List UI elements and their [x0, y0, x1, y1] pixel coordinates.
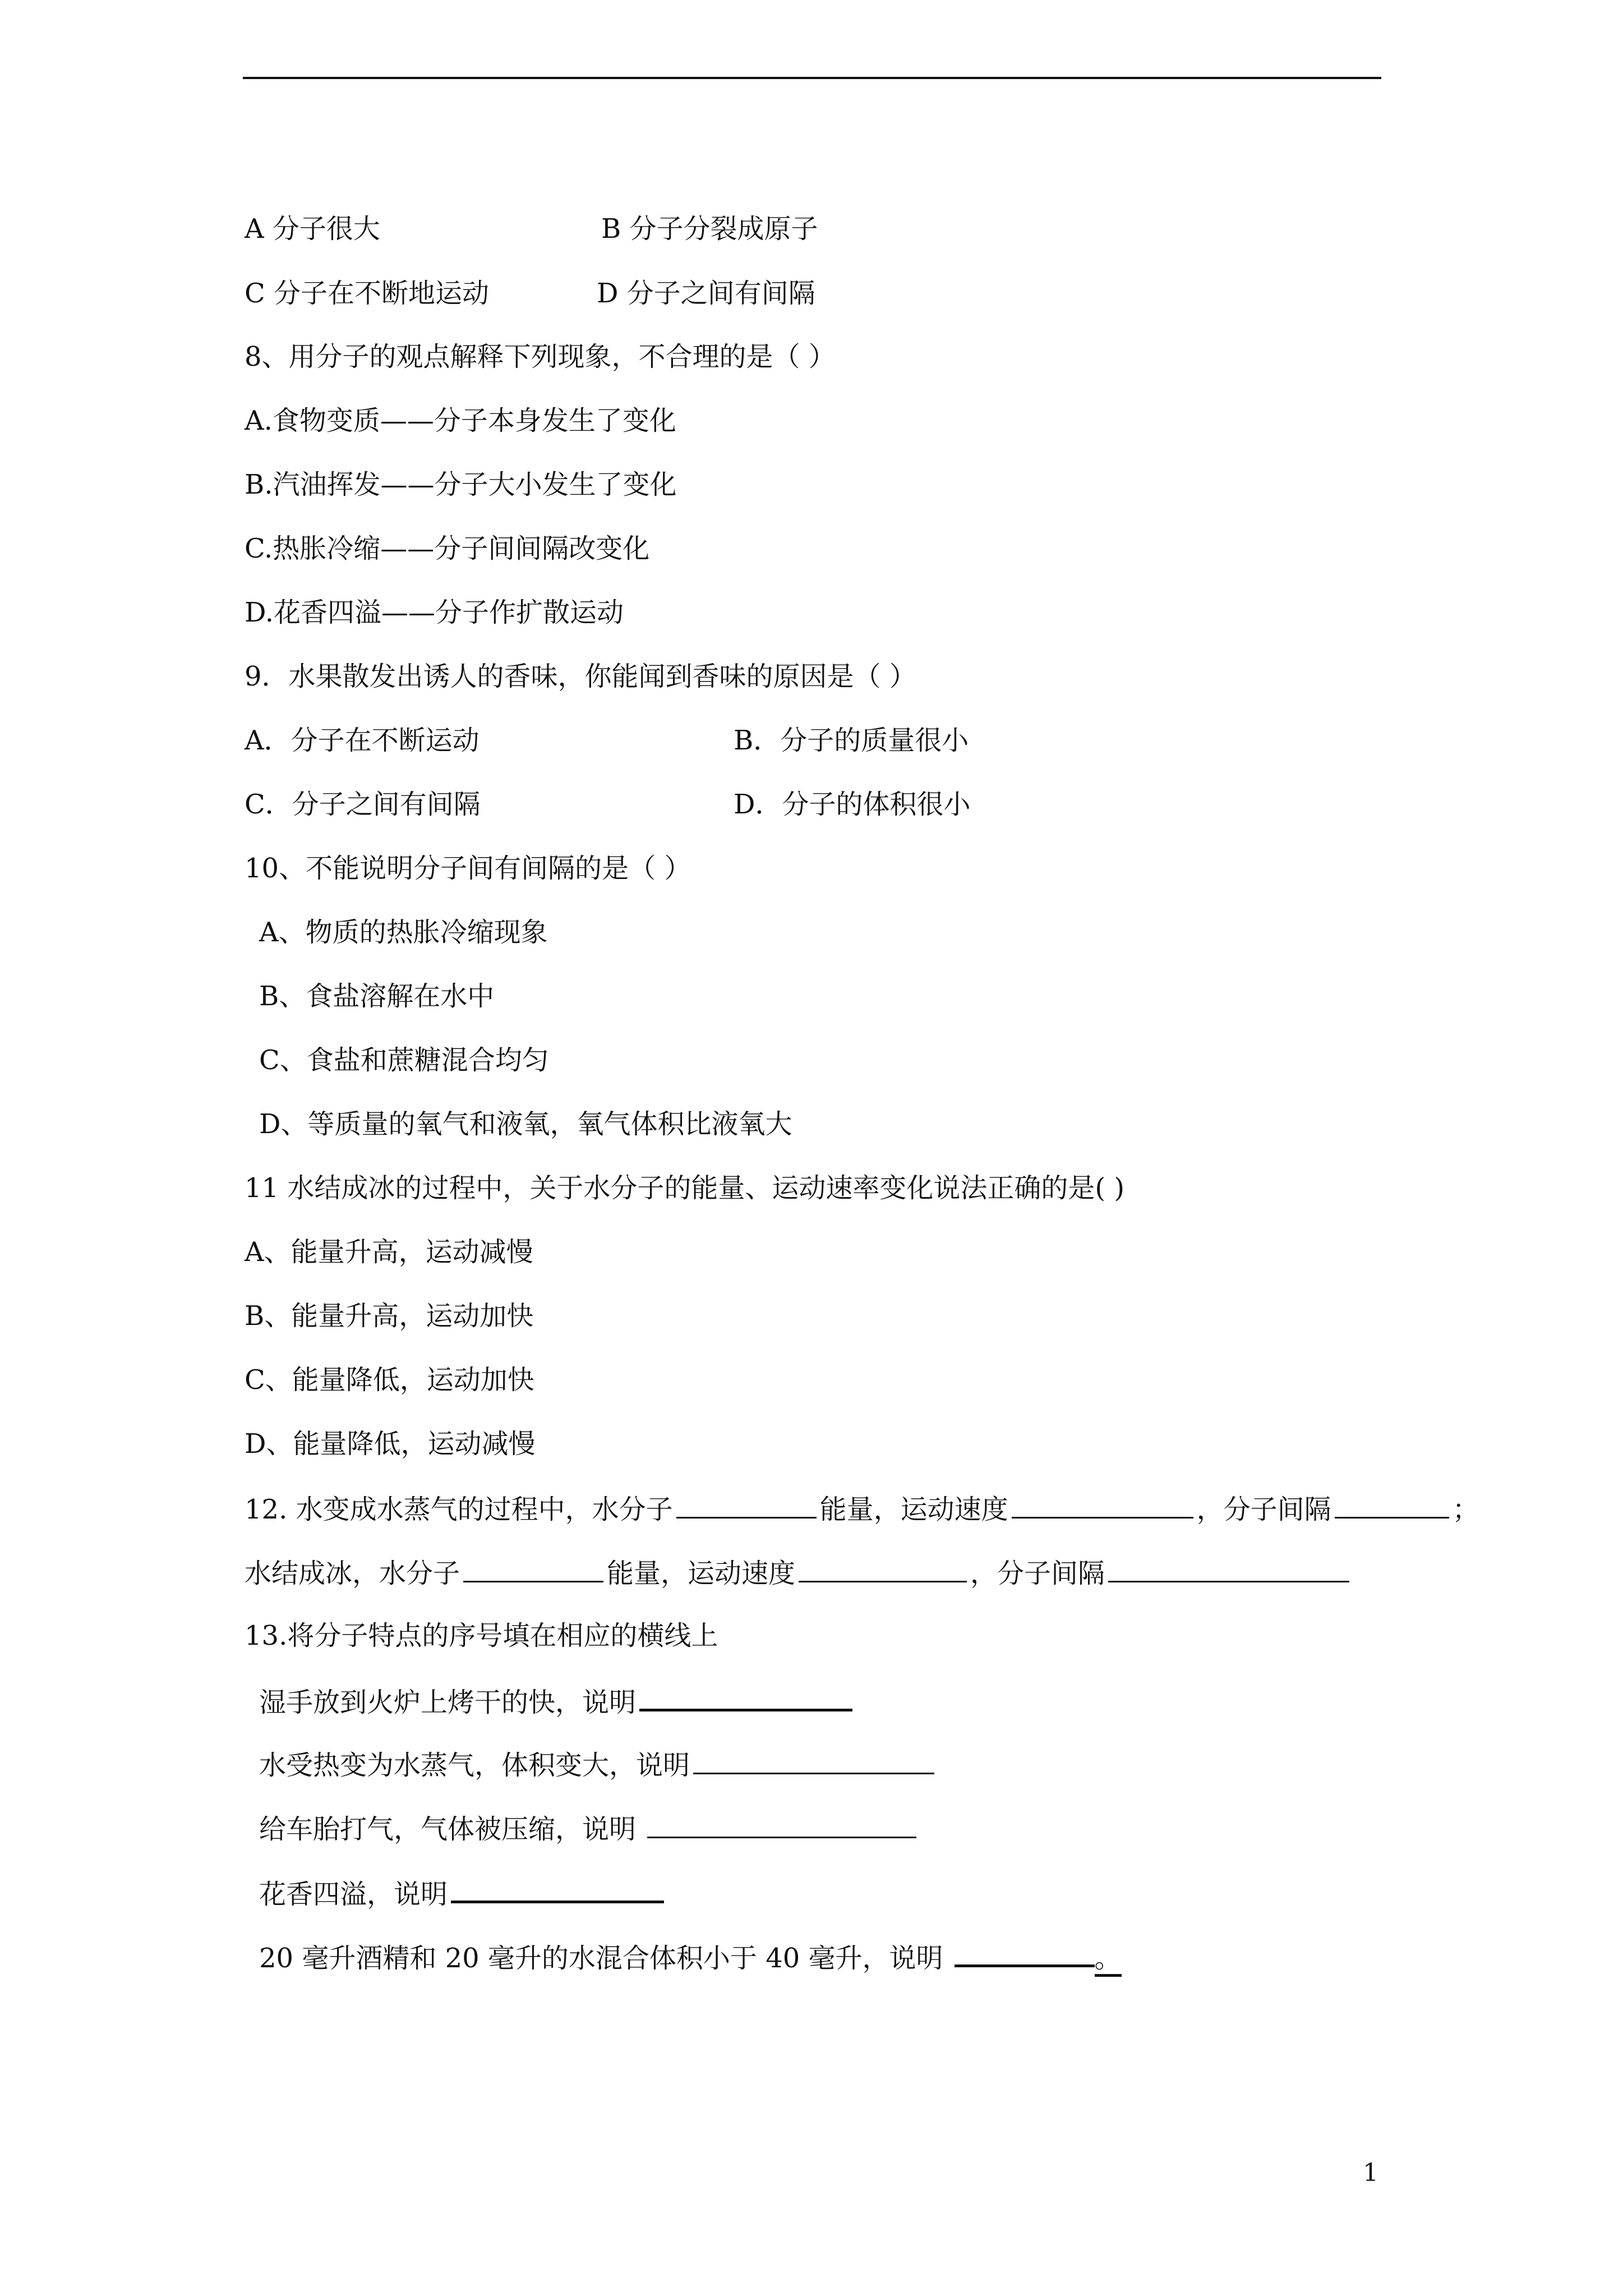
q12-text-6: 能量，运动速度 [607, 1558, 796, 1589]
q7-option-d: D 分子之间有间隔 [597, 278, 815, 309]
q12-blank-2[interactable] [1012, 1491, 1193, 1519]
q12-blank-5[interactable] [799, 1555, 967, 1582]
q13-item-4 [259, 1875, 667, 1911]
q9-option-a: A．分子在不断运动 [245, 725, 479, 756]
q13-blank-2[interactable] [693, 1747, 934, 1774]
q11-option-b: B、能量升高，运动加快 [245, 1300, 534, 1332]
q13-blank-5[interactable] [955, 1939, 1095, 1967]
q11-option-d: D、能量降低，运动减慢 [245, 1428, 536, 1460]
q8-stem: 8、用分子的观点解释下列现象，不合理的是（ ） [245, 341, 836, 372]
q12-text-5: 水结成冰，水分子 [245, 1558, 460, 1589]
q10-option-b: B、食盐溶解在水中 [259, 981, 495, 1012]
q12-blank-1[interactable] [676, 1491, 817, 1519]
q13-blank-4[interactable] [451, 1875, 664, 1903]
q8-option-b: B.汽油挥发——分子大小发生了变化 [245, 469, 677, 500]
q12-text-4: ； [1452, 1494, 1479, 1525]
q12-text-1: 12. 水变成水蒸气的过程中，水分子 [245, 1494, 673, 1525]
q11-option-c: C、能量降低，运动加快 [245, 1364, 534, 1396]
q13-item-5 [259, 1939, 1122, 1975]
q8-option-c: C.热胀冷缩——分子间间隔改变化 [245, 533, 650, 564]
q13-item-2 [259, 1747, 938, 1782]
q13-item-5-end: 。 [1095, 1943, 1122, 1977]
q13-blank-3[interactable] [647, 1811, 916, 1838]
q7-option-d-row [597, 277, 815, 310]
q13-blank-1[interactable] [639, 1683, 852, 1711]
q11-stem: 11 水结成冰的过程中，关于水分子的能量、运动速率变化说法正确的是( ) [245, 1172, 1125, 1204]
q7-option-a: A 分子很大 [245, 213, 380, 245]
q7-row-1 [245, 212, 380, 246]
q7-option-b: B 分子分裂成原子 [601, 213, 818, 245]
q9-option-b: B．分子的质量很小 [734, 725, 969, 756]
q7-row-2 [245, 277, 489, 310]
q12-blank-4[interactable] [463, 1555, 603, 1582]
q10-option-a: A、物质的热胀冷缩现象 [259, 917, 548, 948]
q9-option-c: C．分子之间有间隔 [245, 789, 481, 820]
q12-blank-6[interactable] [1108, 1555, 1349, 1582]
q11-option-a: A、能量升高，运动减慢 [245, 1236, 533, 1268]
q10-option-d: D、等质量的氧气和液氧，氧气体积比液氧大 [259, 1108, 792, 1140]
q7-option-b-row [601, 212, 818, 246]
page-number: 1 [1363, 2159, 1378, 2187]
q13-item-3-text: 给车胎打气，气体被压缩，说明 [259, 1814, 637, 1845]
q9-option-d: D．分子的体积很小 [734, 789, 971, 820]
q12-text-7: ，分子间隔 [970, 1558, 1105, 1589]
q10-option-c: C、食盐和蔗糖混合均匀 [259, 1045, 549, 1076]
q12-text-3: ，分子间隔 [1196, 1494, 1331, 1525]
q9-stem: 9．水果散发出诱人的香味，你能闻到香味的原因是（ ） [245, 661, 916, 692]
q13-item-3 [259, 1811, 920, 1846]
q7-option-c: C 分子在不断地运动 [245, 278, 489, 309]
q8-option-d: D.花香四溢——分子作扩散运动 [245, 597, 624, 628]
q8-option-a: A.食物变质——分子本身发生了变化 [245, 405, 676, 436]
q12-line-2 [245, 1555, 1353, 1590]
q13-item-1-text: 湿手放到火炉上烤干的快，说明 [259, 1687, 637, 1718]
q12-line-1 [245, 1491, 1479, 1526]
q13-item-4-text: 花香四溢，说明 [259, 1879, 448, 1910]
q13-stem: 13.将分子特点的序号填在相应的横线上 [245, 1620, 718, 1651]
q12-text-2: 能量，运动速度 [819, 1494, 1008, 1525]
q10-stem: 10、不能说明分子间有间隔的是（ ） [245, 853, 691, 884]
q13-item-5-text: 20 毫升酒精和 20 毫升的水混合体积小于 40 毫升，说明 [259, 1943, 943, 1974]
q13-item-2-text: 水受热变为水蒸气，体积变大，说明 [259, 1750, 690, 1781]
header-rule [243, 77, 1381, 79]
q13-item-1 [259, 1683, 856, 1719]
q12-blank-3[interactable] [1335, 1491, 1449, 1519]
